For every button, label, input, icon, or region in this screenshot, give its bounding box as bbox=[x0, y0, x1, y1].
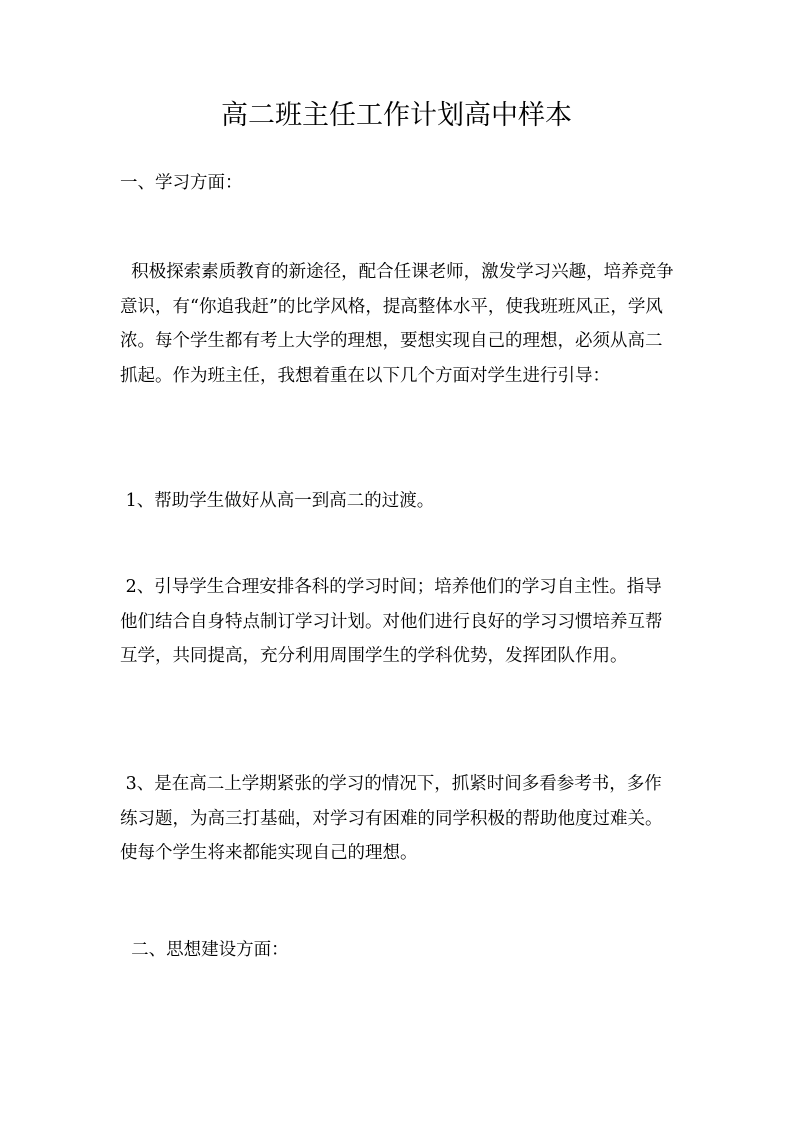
list-item-1: 1、帮助学生做好从高一到高二的过渡。 bbox=[120, 491, 435, 511]
document-title: 高二班主任工作计划高中样本 bbox=[221, 100, 572, 131]
section-heading-study: 一、学习方面： bbox=[120, 173, 243, 193]
list-item-3: 3、是在高二上学期紧张的学习的情况下，抓紧时间多看参考书，多作练习题，为高三打基础，对学习有困难的同学积极的帮助他度过难关。使每个学生将来都能实现自己的理想。 bbox=[120, 774, 663, 863]
section-heading-ideology: 二、思想建设方面： bbox=[120, 940, 289, 960]
list-item-2: 2、引导学生合理安排各科的学习时间；培养他们的学习自主性。指导他们结合自身特点制订学习计划。对他们进行良好的学习习惯培养互帮互学，共同提高，充分利用周围学生的学科优势，发挥团队作用。 bbox=[120, 577, 663, 666]
intro-paragraph: 积极探索素质教育的新途径，配合任课老师，激发学习兴趣，培养竞争意识，有“你追我赶”的比学风格，提高整体水平，使我班班风正，学风浓。每个学生都有考上大学的理想，要想实现自己的理想，必须从高二抓起。作为班主任，我想着重在以下几个方面对学生进行引导： bbox=[120, 262, 674, 386]
